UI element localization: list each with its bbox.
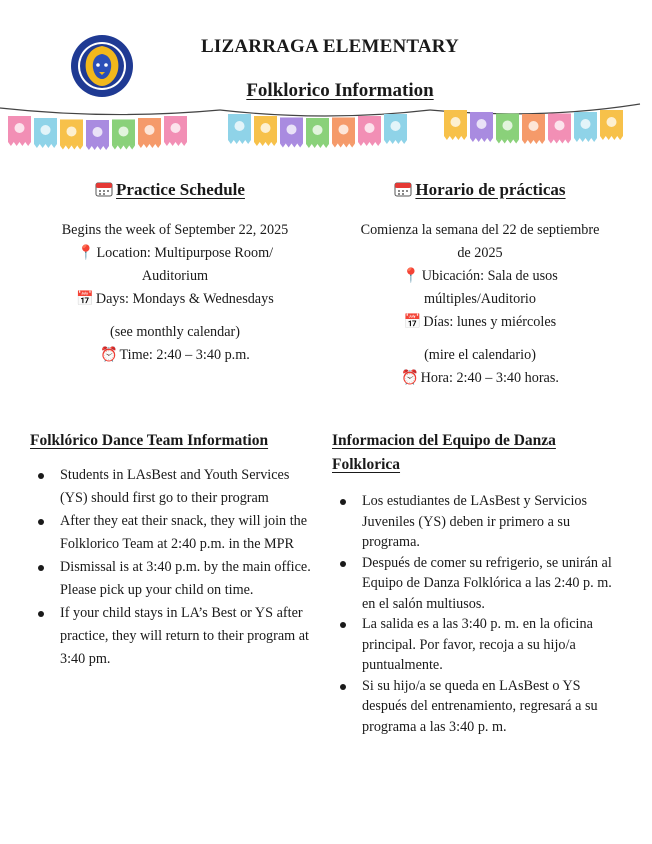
banner-flag-fringe xyxy=(138,144,161,148)
banner-flag-cutout xyxy=(607,117,617,127)
list-item: Students in LAsBest and Youth Services (YS) should first go to their program xyxy=(30,464,320,510)
team-info-list xyxy=(332,491,628,737)
banner-flag-fringe xyxy=(600,136,623,140)
banner-flag-fringe xyxy=(332,143,355,147)
banner-flag-fringe xyxy=(574,138,597,142)
list-item: Después de comer su refrigerio, se unirán al Equipo de Danza Folklórica a las 2:40 p. m. en el salón multiusos. xyxy=(332,553,628,615)
banner-flag-cutout xyxy=(529,121,539,131)
days-line: 📅 Días: lunes y miércoles xyxy=(334,311,626,334)
banner-flag-fringe xyxy=(470,138,493,142)
banner-flag-cutout xyxy=(41,125,51,135)
alarm-clock-icon: ⏰ xyxy=(401,370,419,386)
banner-flag-cutout xyxy=(313,125,323,135)
banner-flag-fringe xyxy=(86,146,109,150)
banner-flag-fringe xyxy=(548,139,571,143)
banner-flag-fringe xyxy=(496,139,519,143)
banner-flag-cutout xyxy=(145,125,155,135)
banner-flag-fringe xyxy=(164,142,187,146)
lion-logo-icon xyxy=(70,34,134,98)
banner-flag-cutout xyxy=(235,121,245,131)
list-item: Si su hijo/a se queda en LAsBest o YS después del entrenamiento, regresará a su programa a las 3:40 p. m. xyxy=(332,676,628,738)
banner-flag-cutout xyxy=(93,127,103,137)
list-item: After they eat their snack, they will join the Folklorico Team at 2:40 p.m. in the MPR xyxy=(30,510,320,556)
banner-flag-cutout xyxy=(171,123,181,133)
banner-flag-fringe xyxy=(306,144,329,148)
papel-picado-banner xyxy=(0,100,652,160)
calendar-icon xyxy=(394,181,412,197)
practice-schedule-details xyxy=(30,219,320,367)
banner-flag-cutout xyxy=(391,121,401,131)
days-line: 📅 Days: Mondays & Wednesdays xyxy=(30,288,320,311)
pin-icon: 📍 xyxy=(76,245,95,261)
list-item: Dismissal is at 3:40 p.m. by the main office. Please pick up your child on time. xyxy=(30,556,320,602)
calendar-note: (mire el calendario) xyxy=(424,347,536,363)
banner-flag-fringe xyxy=(522,140,545,144)
banner-flag-cutout xyxy=(119,126,129,136)
banner-flag-fringe xyxy=(280,143,303,147)
banner-flag-cutout xyxy=(365,123,375,133)
location-line: 📍 Ubicación: Sala de usos xyxy=(334,265,626,288)
banner-flag-cutout xyxy=(477,119,487,129)
date-icon: 📅 xyxy=(76,291,94,307)
page-title: Folklorico Information xyxy=(246,80,434,101)
banner-flag-cutout xyxy=(287,124,297,134)
banner-flag-fringe xyxy=(60,145,83,149)
team-info-heading: Folklórico Dance Team Information xyxy=(30,432,269,449)
list-item: If your child stays in LA’s Best or YS after practice, they will return to their program at 3:40 pm. xyxy=(30,602,320,671)
banner-flag-fringe xyxy=(444,136,467,140)
practice-schedule-heading: Practice Schedule xyxy=(40,180,300,200)
begins-date-cont: de 2025 xyxy=(457,245,503,261)
team-info-en xyxy=(30,429,320,671)
time-line: ⏰ Hora: 2:40 – 3:40 horas. xyxy=(334,367,626,390)
banner-flag-fringe xyxy=(8,142,31,146)
banner-flag-cutout xyxy=(451,117,461,127)
alarm-clock-icon: ⏰ xyxy=(100,347,118,363)
team-info-es xyxy=(332,429,628,737)
banner-flag-cutout xyxy=(15,123,25,133)
list-item: Los estudiantes de LAsBest y Servicios Juveniles (YS) deben ir primero a su programa. xyxy=(332,491,628,553)
banner-flag-fringe xyxy=(358,142,381,146)
horario-heading: Horario de prácticas xyxy=(350,180,610,200)
banner-flag-cutout xyxy=(339,124,349,134)
horario-details xyxy=(334,219,626,390)
banner-flag-cutout xyxy=(261,123,271,133)
banner-flag-fringe xyxy=(112,145,135,149)
banner-flag-cutout xyxy=(581,119,591,129)
banner-flag-cutout xyxy=(67,126,77,136)
calendar-icon xyxy=(95,181,113,197)
banner-flag-cutout xyxy=(555,120,565,130)
banner-flag-cutout xyxy=(503,120,513,130)
banner-flag-fringe xyxy=(228,140,251,144)
time-line: ⏰ Time: 2:40 – 3:40 p.m. xyxy=(30,344,320,367)
begins-date: Comienza la semana del 22 de septiembre xyxy=(360,222,600,238)
list-item: La salida es a las 3:40 p. m. en la oficina principal. Por favor, recoja a su hijo/a puntualmente. xyxy=(332,614,628,676)
date-icon: 📅 xyxy=(403,314,422,330)
location-line: 📍 Location: Multipurpose Room/ xyxy=(30,242,320,265)
pin-icon: 📍 xyxy=(402,268,420,284)
location-line-cont: múltiples/Auditorio xyxy=(424,291,536,307)
begins-date: Begins the week of September 22, 2025 xyxy=(61,222,289,238)
calendar-note: (see monthly calendar) xyxy=(110,324,240,340)
team-info-list xyxy=(30,464,320,671)
banner-flag-fringe xyxy=(34,144,57,148)
location-line-cont: Auditorium xyxy=(141,268,209,284)
school-name: LIZARRAGA ELEMENTARY xyxy=(201,36,459,57)
team-info-heading: Informacion del Equipo de Danza Folklorica xyxy=(332,432,556,473)
banner-flag-fringe xyxy=(254,142,277,146)
banner-flag-fringe xyxy=(384,140,407,144)
